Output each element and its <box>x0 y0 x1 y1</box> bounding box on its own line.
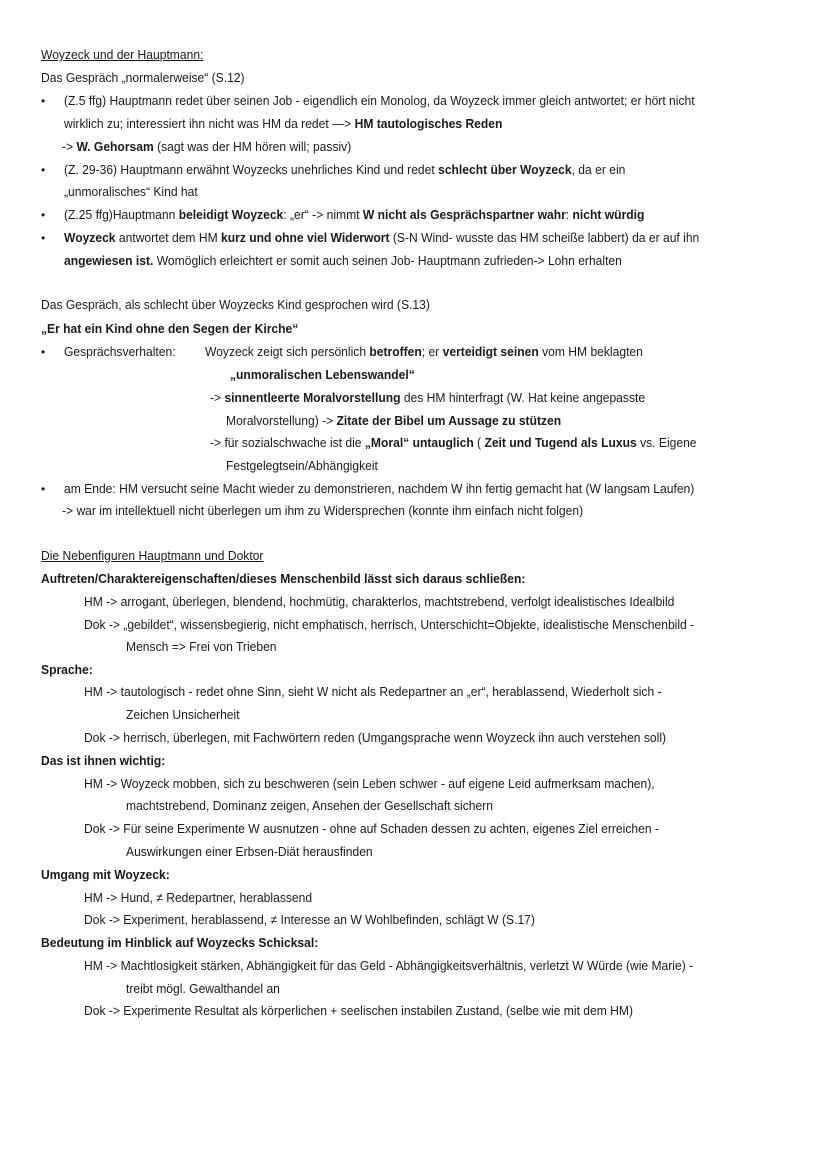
bold-text: Sprache: <box>41 662 93 677</box>
text-segment: Zeichen Unsicherheit <box>126 707 240 722</box>
bold-text: W nicht als Gesprächspartner wahr <box>362 207 566 222</box>
bold-text: „Moral“ untauglich <box>364 435 474 450</box>
text-line <box>64 116 502 132</box>
text-line <box>84 821 659 837</box>
text-segment: , da er ein <box>571 162 626 177</box>
text-segment: -> für sozialschwache ist die <box>210 435 365 450</box>
bold-text: „unmoralischen Lebenswandel“ <box>230 367 415 382</box>
text-segment: Dok -> Experiment, herablassend, ≠ Interesse an W Wohlbefinden, schlägt W (S.17) <box>84 912 535 927</box>
text-line <box>84 594 674 610</box>
text-line <box>41 70 245 86</box>
bullet-icon: • <box>41 163 46 177</box>
text-segment: HM -> tautologisch - redet ohne Sinn, sieht W nicht als Redepartner an „er“, herablassend, Wiederholt sich - <box>84 684 662 699</box>
text-segment: vom HM beklagten <box>538 344 643 359</box>
text-segment: vs. Eigene <box>636 435 697 450</box>
bullet-icon: • <box>41 94 46 108</box>
bold-text: Umgang mit Woyzeck: <box>41 867 170 882</box>
text-segment: Dok -> Für seine Experimente W ausnutzen - ohne auf Schaden dessen zu achten, eigenes Ziel erreichen - <box>84 821 659 836</box>
text-line <box>126 844 373 860</box>
text-line <box>64 344 176 360</box>
text-segment: Dok -> Experimente Resultat als körperlichen + seelischen instabilen Zustand, (selbe wie mit dem HM) <box>84 1003 634 1018</box>
text-line <box>84 684 662 700</box>
text-line <box>64 253 622 269</box>
bullet-icon: • <box>41 231 46 245</box>
text-segment: am Ende: HM versucht seine Macht wieder zu demonstrieren, nachdem W ihn fertig gemacht hat (W langsam Laufen) <box>64 481 695 496</box>
text-line <box>41 662 93 678</box>
bold-text: Zitate der Bibel um Aussage zu stützen <box>336 413 562 428</box>
text-line <box>64 184 198 200</box>
text-segment: ( <box>473 435 485 450</box>
text-segment: HM -> arrogant, überlegen, blendend, hochmütig, charakterlos, machtstrebend, verfolgt idealistisches Idealbild <box>84 594 675 609</box>
text-line <box>84 958 693 974</box>
text-segment: Auswirkungen einer Erbsen-Diät herausfinden <box>126 844 373 859</box>
bold-text: HM tautologisches Reden <box>354 116 503 131</box>
text-line <box>41 321 298 337</box>
text-line <box>210 435 697 451</box>
text-line <box>62 139 351 155</box>
text-line <box>84 730 666 746</box>
text-line <box>84 890 312 906</box>
text-segment: (sagt was der HM hören will; passiv) <box>153 139 352 154</box>
bold-text: Das ist ihnen wichtig: <box>41 753 166 768</box>
bold-text: Woyzeck <box>64 230 116 245</box>
text-line <box>64 481 694 497</box>
text-line <box>41 297 430 313</box>
text-line <box>41 47 203 63</box>
text-segment: Mensch => Frei von Trieben <box>126 639 277 654</box>
text-line <box>126 707 240 723</box>
bold-text: „Er hat ein Kind ohne den Segen der Kirche“ <box>41 321 299 336</box>
text-line <box>210 390 645 406</box>
text-line <box>205 344 643 360</box>
text-line <box>226 413 561 429</box>
text-line <box>126 798 493 814</box>
text-line <box>41 548 263 564</box>
text-line <box>41 753 165 769</box>
section-heading: Die Nebenfiguren Hauptmann und Doktor <box>41 548 264 563</box>
text-line <box>41 867 170 883</box>
text-segment: antwortet dem HM <box>115 230 222 245</box>
bold-text: Auftreten/Charaktereigenschaften/dieses Menschenbild lässt sich daraus schließen: <box>41 571 526 586</box>
text-segment: wirklich zu; interessiert ihn nicht was HM da redet —> <box>64 116 355 131</box>
text-line <box>62 503 583 519</box>
text-segment: ; er <box>421 344 443 359</box>
text-segment: HM -> Hund, ≠ Redepartner, herablassend <box>84 890 313 905</box>
text-segment: Womöglich erleichtert er somit auch seinen Job- Hauptmann zufrieden-> Lohn erhalten <box>153 253 622 268</box>
text-segment: Moralvorstellung) -> <box>226 413 337 428</box>
bold-text: Bedeutung im Hinblick auf Woyzecks Schicksal: <box>41 935 319 950</box>
bold-text: Zeit und Tugend als Luxus <box>484 435 637 450</box>
text-line <box>64 207 644 223</box>
text-segment: treibt mögl. Gewalthandel an <box>126 981 280 996</box>
text-segment: Das Gespräch „normalerweise“ (S.12) <box>41 70 245 85</box>
text-line <box>84 776 655 792</box>
text-segment: (Z.25 ffg)Hauptmann <box>64 207 179 222</box>
text-segment: -> <box>210 390 225 405</box>
bold-text: beleidigt Woyzeck <box>178 207 284 222</box>
text-segment: HM -> Machtlosigkeit stärken, Abhängigkeit für das Geld - Abhängigkeitsverhältnis, verletzt W Würde (wie Marie) - <box>84 958 694 973</box>
text-segment: Dok -> herrisch, überlegen, mit Fachwörtern reden (Umgangsprache wenn Woyzeck ihn auch verstehen soll) <box>84 730 667 745</box>
bold-text: betroffen <box>369 344 422 359</box>
bullet-icon: • <box>41 482 46 496</box>
text-segment: Dok -> „gebildet“, wissensbegierig, nicht emphatisch, herrisch, Unterschicht=Objekte, idealistische Menschenbild - <box>84 617 695 632</box>
text-segment: machtstrebend, Dominanz zeigen, Ansehen der Gesellschaft sichern <box>126 798 493 813</box>
bullet-icon: • <box>41 345 46 359</box>
text-line <box>84 617 694 633</box>
bold-text: W. Gehorsam <box>76 139 154 154</box>
text-line <box>41 571 525 587</box>
text-line <box>84 1003 633 1019</box>
text-segment: des HM hinterfragt (W. Hat keine angepasste <box>400 390 646 405</box>
text-line <box>64 93 695 109</box>
text-segment: -> war im intellektuell nicht überlegen um ihm zu Widersprechen (konnte ihm einfach nicht folgen) <box>62 503 584 518</box>
text-segment: : „er“ -> nimmt <box>283 207 363 222</box>
text-segment: (Z. 29-36) Hauptmann erwähnt Woyzecks unehrliches Kind und redet <box>64 162 439 177</box>
bullet-icon: • <box>41 208 46 222</box>
text-line <box>84 912 535 928</box>
text-line <box>126 639 277 655</box>
bold-text: schlecht über Woyzeck <box>438 162 572 177</box>
text-line <box>41 935 318 951</box>
section-heading: Woyzeck und der Hauptmann: <box>41 47 204 62</box>
bold-text: angewiesen ist. <box>64 253 154 268</box>
text-line <box>230 367 415 383</box>
bold-text: kurz und ohne viel Widerwort <box>221 230 390 245</box>
text-line <box>226 458 378 474</box>
text-segment: (Z.5 ffg) Hauptmann redet über seinen Job - eigendlich ein Monolog, da Woyzeck immer gleich antwortet; er hört nicht <box>64 93 695 108</box>
text-segment: Das Gespräch, als schlecht über Woyzecks Kind gesprochen wird (S.13) <box>41 297 430 312</box>
bold-text: sinnentleerte Moralvorstellung <box>224 390 401 405</box>
text-segment: : <box>565 207 573 222</box>
text-line <box>126 981 280 997</box>
text-segment: Festgelegtsein/Abhängigkeit <box>226 458 378 473</box>
text-segment: „unmoralisches“ Kind hat <box>64 184 198 199</box>
text-segment: -> <box>62 139 77 154</box>
text-segment: (S-N Wind- wusste das HM scheiße labbert) da er auf ihn <box>389 230 700 245</box>
bold-text: nicht würdig <box>572 207 645 222</box>
text-line <box>64 230 699 246</box>
text-segment: Woyzeck zeigt sich persönlich <box>205 344 370 359</box>
text-segment: HM -> Woyzeck mobben, sich zu beschweren (sein Leben schwer - auf eigene Leid aufmerksam machen), <box>84 776 655 791</box>
bold-text: verteidigt seinen <box>442 344 539 359</box>
text-segment: Gesprächsverhalten: <box>64 344 176 359</box>
text-line <box>64 162 625 178</box>
